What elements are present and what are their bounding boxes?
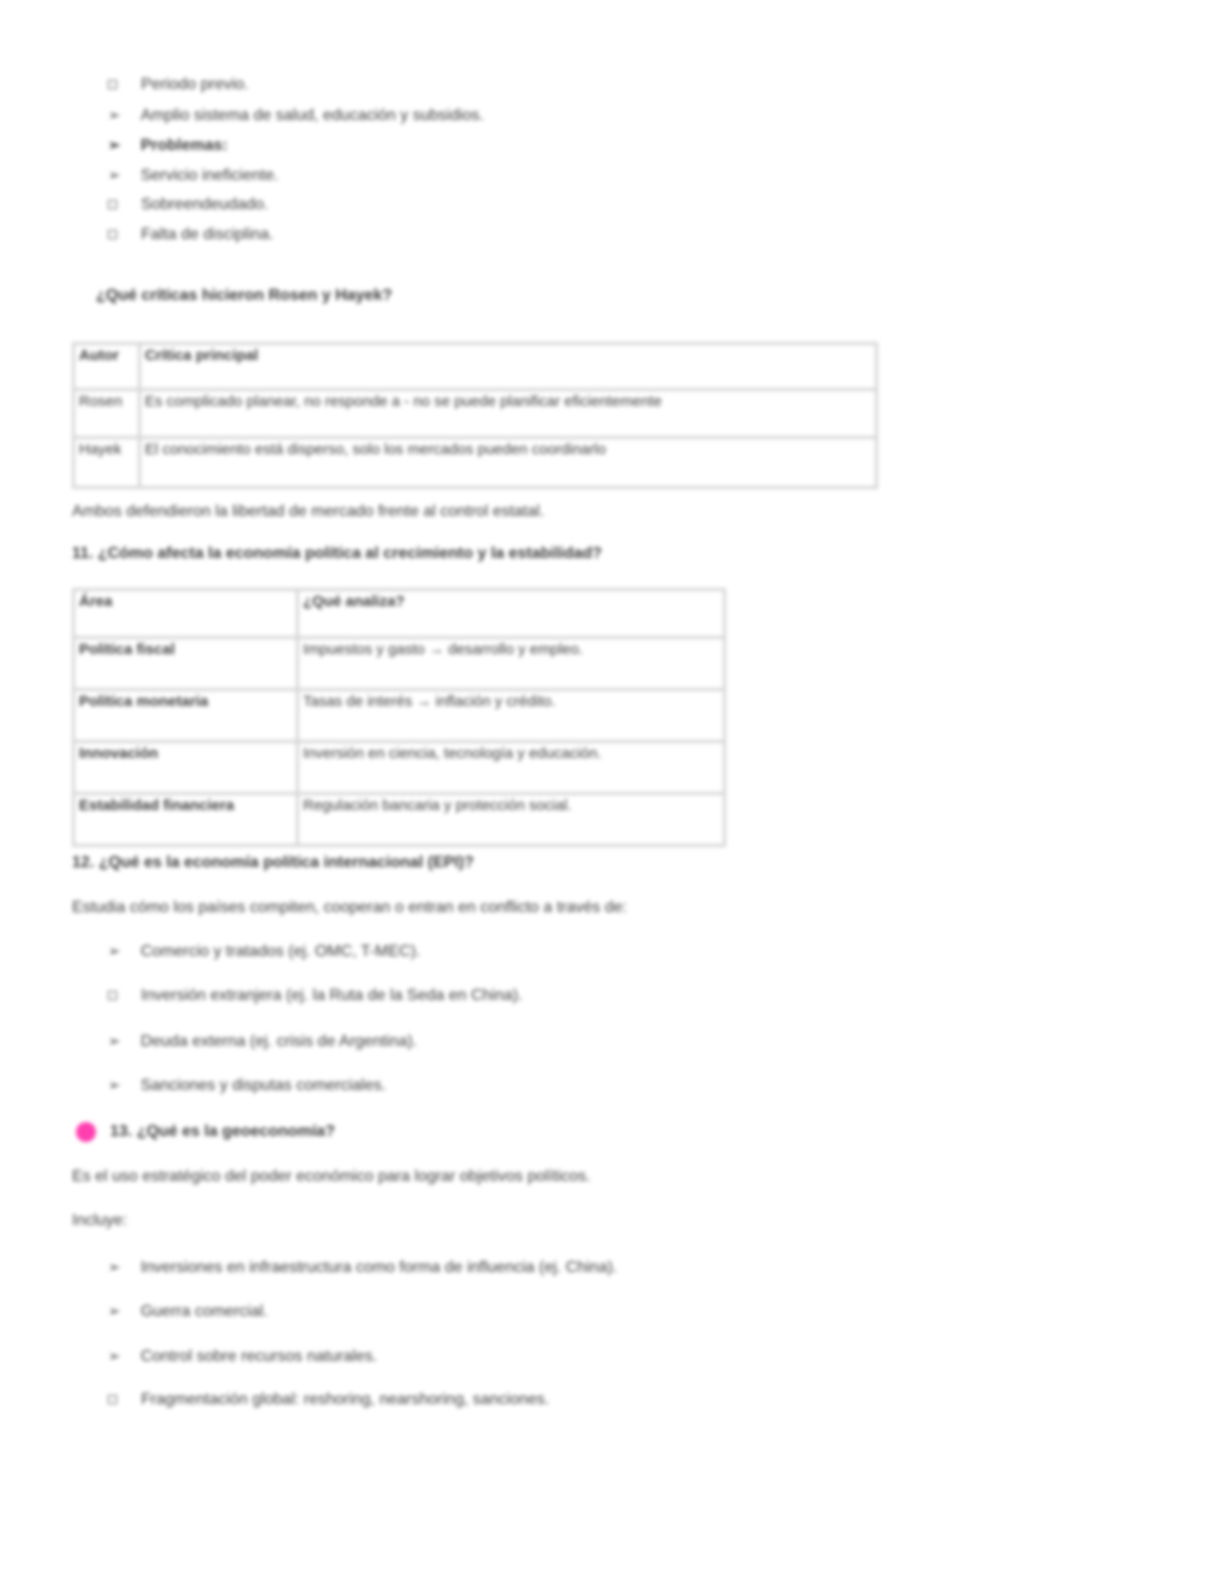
question-11-heading: 11. ¿Cómo afecta la economía política al crecimiento y la estabilidad?	[72, 545, 602, 562]
table-header-cell: Área	[74, 590, 298, 638]
arrow-bullet-icon: ➢	[108, 137, 121, 154]
list-item: ➢ Comercio y tratados (ej. OMC, T-MEC).	[108, 943, 421, 960]
list-item: Periodo previo.	[108, 76, 249, 94]
arrow-bullet-icon: ➢	[108, 943, 121, 960]
table-header-cell: Autor	[74, 344, 140, 390]
list-item: Falta de disciplina.	[108, 226, 274, 244]
authors-note: Ambos defendieron la libertad de mercado frente al control estatal.	[72, 503, 545, 520]
list-item: ➢ Guerra comercial.	[108, 1303, 268, 1320]
list-item: Sobreendeudado.	[108, 196, 268, 214]
list-item: ➢ Sanciones y disputas comerciales.	[108, 1077, 387, 1094]
table-header-row	[74, 590, 725, 638]
table-header-row	[74, 344, 877, 390]
question-13-heading: 13. ¿Qué es la geoeconomía?	[110, 1123, 335, 1140]
table-cell: Es complicado planear, no responde a - no se puede planificar eficientemente	[139, 390, 876, 438]
table-cell: Política monetaria	[74, 690, 298, 742]
table-row	[74, 742, 725, 794]
arrow-bullet-icon: ➢	[108, 1303, 121, 1320]
epi-intro: Estudia cómo los países compiten, cooperan o entran en conflicto a través de:	[72, 899, 627, 916]
table-row	[74, 390, 877, 438]
examples-label: Incluye:	[72, 1212, 128, 1229]
question-heading: ¿Qué críticas hicieron Rosen y Hayek?	[96, 287, 393, 304]
geo-intro: Es el uso estratégico del poder económico para lograr objetivos políticos.	[72, 1168, 591, 1185]
table-cell: Impuestos y gasto → desarrollo y empleo.	[298, 638, 725, 690]
table-cell: Política fiscal	[74, 638, 298, 690]
table-cell: Estabilidad financiera	[74, 794, 298, 846]
table-header-cell: Crítica principal	[139, 344, 876, 390]
arrow-bullet-icon: ➢	[108, 107, 121, 124]
square-bullet-icon	[108, 200, 117, 209]
square-bullet-icon	[108, 80, 117, 89]
arrow-bullet-icon: ➢	[108, 167, 121, 184]
square-bullet-icon	[108, 230, 117, 239]
table-row	[74, 638, 725, 690]
authors-table	[72, 342, 878, 489]
table-row	[74, 438, 877, 488]
arrow-bullet-icon: ➢	[108, 1259, 121, 1276]
list-item: ➢ Control sobre recursos naturales.	[108, 1348, 378, 1365]
arrow-bullet-icon: ➢	[108, 1033, 121, 1050]
question-12-heading: 12. ¿Qué es la economía política internacional (EPI)?	[72, 854, 474, 871]
table-cell: Regulación bancaria y protección social.	[298, 794, 725, 846]
list-item: ➢ Servicio ineficiente.	[108, 167, 279, 184]
list-item: ➢ Problemas:	[108, 137, 228, 154]
list-item: Fragmentación global: reshoring, nearshoring, sanciones.	[108, 1391, 549, 1409]
table-header-cell: ¿Qué analiza?	[298, 590, 725, 638]
table-cell: El conocimiento está disperso, solo los mercados pueden coordinarlo	[139, 438, 876, 488]
list-item: ➢ Inversiones en infraestructura como forma de influencia (ej. China).	[108, 1259, 618, 1276]
arrow-bullet-icon: ➢	[108, 1348, 121, 1365]
table-cell: Hayek	[74, 438, 140, 488]
list-item: ➢ Deuda externa (ej. crisis de Argentina).	[108, 1033, 418, 1050]
arrow-bullet-icon: ➢	[108, 1077, 121, 1094]
table-row	[74, 690, 725, 742]
table-cell: Inversión en ciencia, tecnología y educación.	[298, 742, 725, 794]
growth-table	[72, 588, 726, 847]
list-item: ➢ Amplio sistema de salud, educación y subsidios.	[108, 107, 484, 124]
square-bullet-icon	[108, 1395, 117, 1404]
table-cell: Innovación	[74, 742, 298, 794]
square-bullet-icon	[108, 991, 117, 1000]
table-cell: Rosen	[74, 390, 140, 438]
table-cell: Tasas de interés → inflación y crédito.	[298, 690, 725, 742]
list-item: Inversión extranjera (ej. la Ruta de la Seda en China).	[108, 987, 523, 1005]
highlight-marker-icon	[76, 1122, 96, 1142]
table-row	[74, 794, 725, 846]
